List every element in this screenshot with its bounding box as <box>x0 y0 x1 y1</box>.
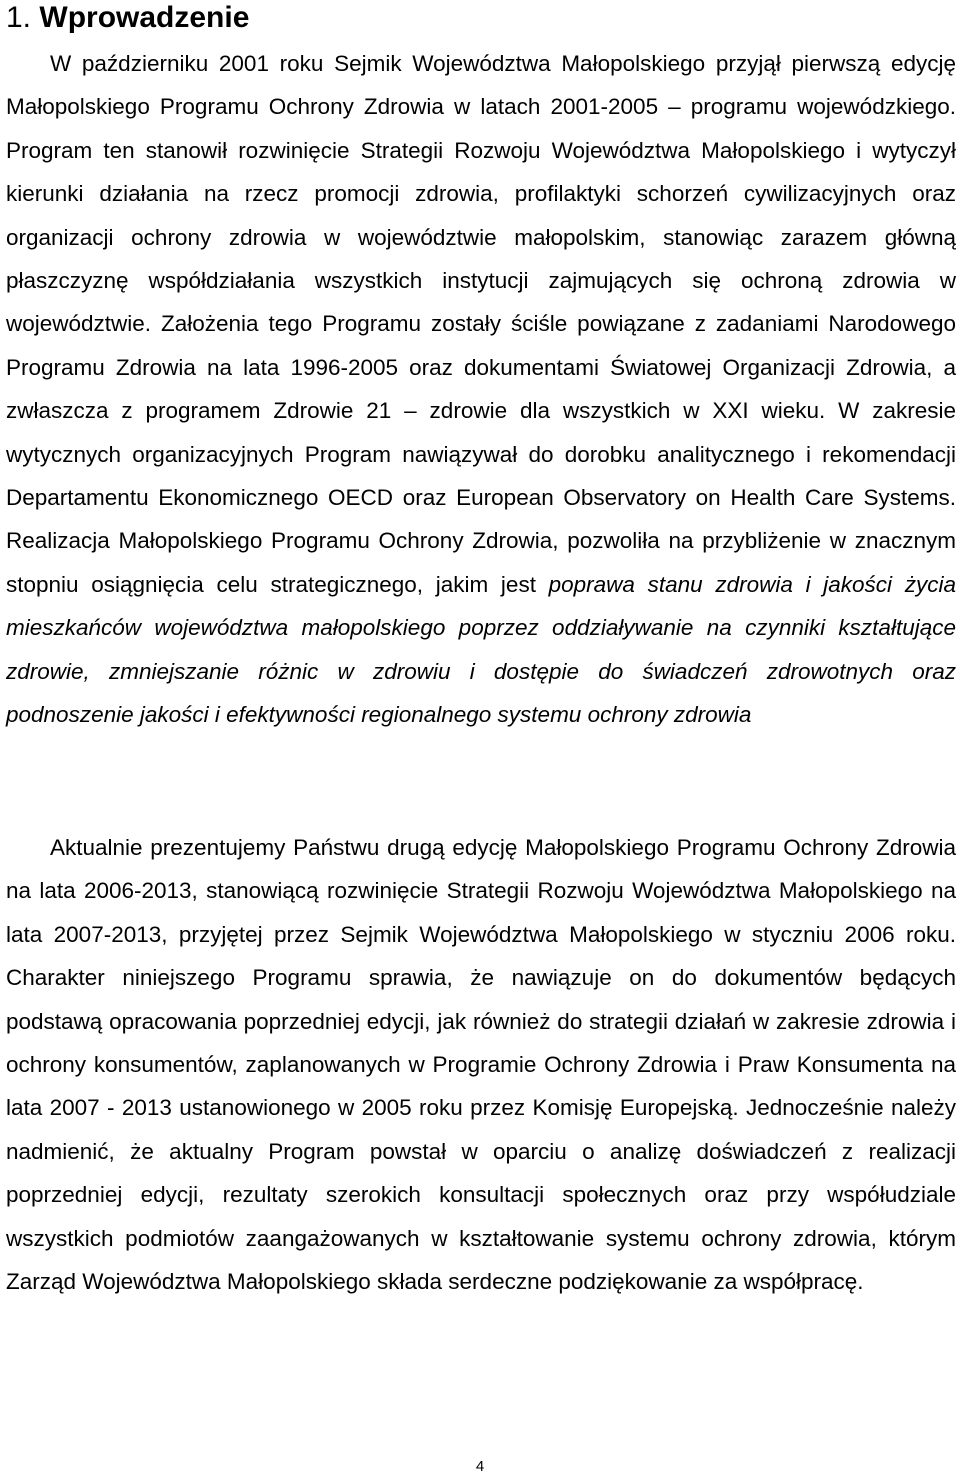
paragraph-intro-text: W październiku 2001 roku Sejmik Województwa Małopolskiego przyjął pierwszą edycję Małopolskiego Programu Ochrony Zdrowia w latach 2001-2005 – programu wojewódzkiego. Program ten stanowił rozwinięcie Strategii Rozwoju Województwa Małopolskiego i wytyczył kierunki działania na rzecz promocji zdrowia, profilaktyki schorzeń cywilizacyjnych oraz organizacji ochrony zdrowia w województwie małopolskim, stanowiąc zarazem główną płaszczyznę współdziałania wszystkich instytucji zajmujących się ochroną zdrowia w województwie. Założenia tego Programu zostały ściśle powiązane z zadaniami Narodowego Programu Zdrowia na lata 1996-2005 oraz dokumentami Światowej Organizacji Zdrowia, a zwłaszcza z programem Zdrowie 21 – zdrowie dla wszystkich w XXI wieku. W zakresie wytycznych organizacyjnych Program nawiązywał do dorobku analitycznego i rekomendacji Departamentu Ekonomicznego OECD oraz European Observatory on Health Care Systems. Realizacja Małopolskiego Programu Ochrony Zdrowia, pozwoliła na przybliżenie w znacznym stopniu osiągnięcia celu strategicznego, jakim jest <box>6 51 956 597</box>
section-heading <box>6 0 249 36</box>
paragraph-current-edition-text: Aktualnie prezentujemy Państwu drugą edycję Małopolskiego Programu Ochrony Zdrowia na lata 2006-2013, stanowiącą rozwinięcie Strategii Rozwoju Województwa Małopolskiego na lata 2007-2013, przyjętej przez Sejmik Województwa Małopolskiego w styczniu 2006 roku. Charakter niniejszego Programu sprawia, że nawiązuje on do dokumentów będących podstawą opracowania poprzedniej edycji, jak również do strategii działań w zakresie zdrowia i ochrony konsumentów, zaplanowanych w Programie Ochrony Zdrowia i Praw Konsumenta na lata 2007 - 2013 ustanowionego w 2005 roku przez Komisję Europejską. Jednocześnie należy nadmienić, że aktualny Program powstał w oparciu o analizę doświadczeń z realizacji poprzedniej edycji, rezultaty szerokich konsultacji społecznych oraz przy współudziale wszystkich podmiotów zaangażowanych w kształtowanie systemu ochrony zdrowia, którym Zarząd Województwa Małopolskiego składa serdeczne podziękowanie za współpracę. <box>6 835 956 1295</box>
section-title: Wprowadzenie <box>39 1 250 34</box>
paragraph-current-edition <box>6 826 956 1303</box>
page-number: 4 <box>475 1458 485 1475</box>
paragraph-intro <box>6 42 956 737</box>
strategic-goal-text: poprawa stanu zdrowia i jakości życia mieszkańców województwa małopolskiego poprzez oddziaływanie na czynniki kształtujące zdrowie, zmniejszanie różnic w zdrowiu i dostępie do świadczeń zdrowotnych oraz podnoszenie jakości i efektywności regionalnego systemu ochrony zdrowia <box>6 571 956 728</box>
section-number: 1. <box>6 1 32 34</box>
